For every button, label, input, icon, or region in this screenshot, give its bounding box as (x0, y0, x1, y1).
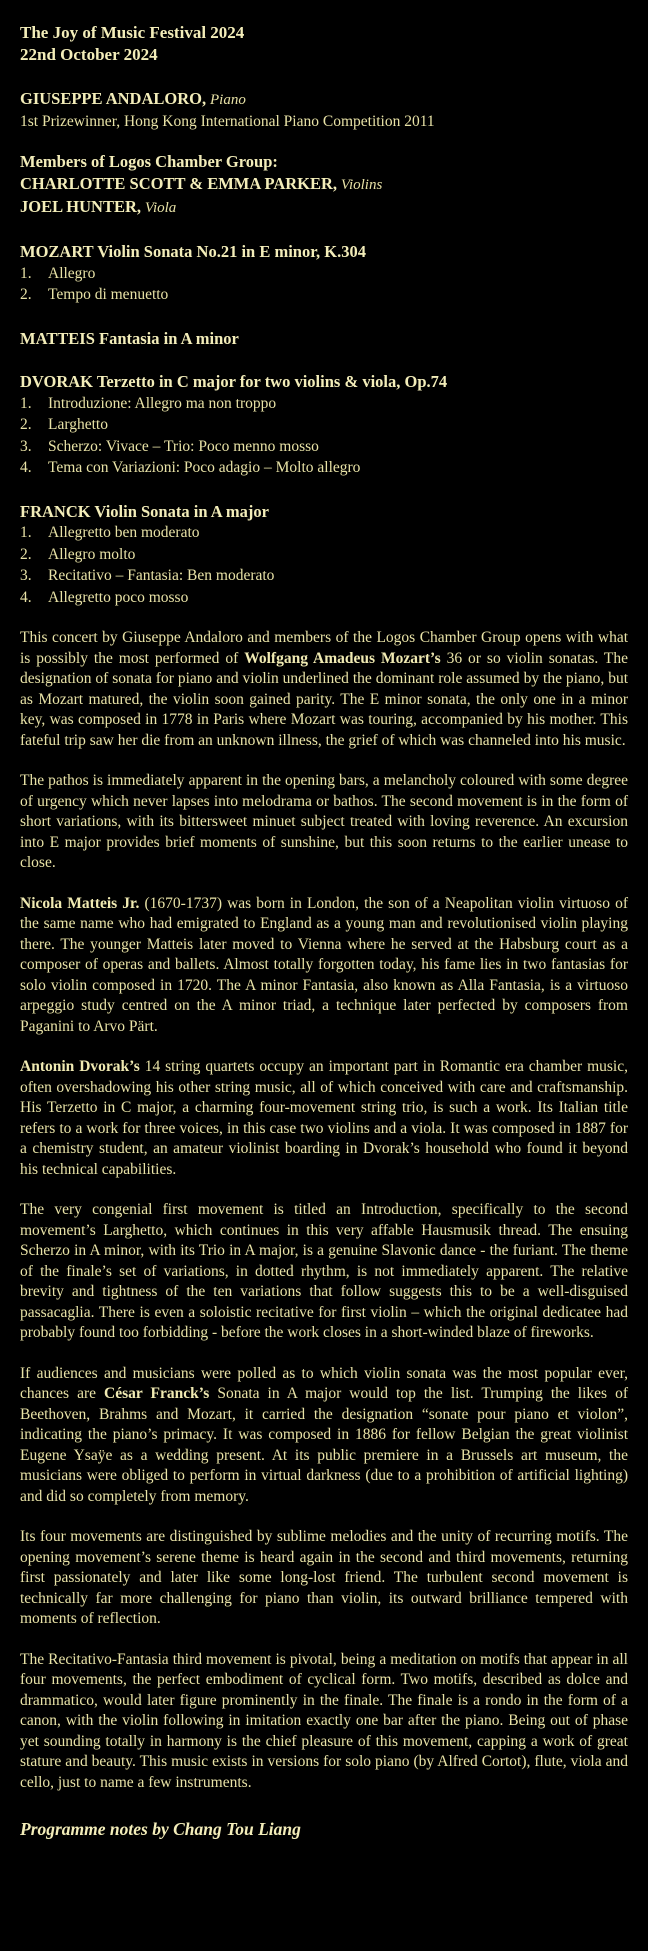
movement-title: Introduzione: Allegro ma non troppo (48, 394, 277, 412)
performers-section (20, 88, 628, 219)
movement-number: 2. (20, 286, 32, 303)
notes-credit: Programme notes by Chang Tou Liang (20, 1819, 301, 1839)
note-paragraph-franck: If audiences and musicians were polled as to which violin sonata was the most popular ever, chances are César Franck’s Sonata in A major would top the list. Trumping the likes of Beethoven, Brahms and Mozart, it carried the designation “sonate pour piano et violon”, indicating the piano’s primacy. It was composed in 1886 for fellow Belgian the great violinist Eugene Ysaÿe as a wedding present. At its public premiere in a Brussels art museum, the musicians were obliged to perform in virtual darkness (due to a prohibition of artificial lighting) and did so completely from memory. (20, 1364, 628, 1505)
group-heading: Members of Logos Chamber Group: (20, 152, 278, 171)
movement-number: 3. (20, 437, 32, 455)
work-dvorak (20, 371, 628, 479)
group-member-line (20, 196, 628, 219)
movement-title: Allegro (48, 264, 96, 282)
movement-number: 4. (20, 459, 32, 476)
member-names: CHARLOTTE SCOTT & EMMA PARKER, (20, 174, 338, 193)
work-mozart (20, 241, 628, 306)
movement-row (20, 544, 628, 566)
chamber-group-block (20, 151, 628, 219)
movement-row (20, 522, 628, 544)
note-paragraph-mozart: This concert by Giuseppe Andaloro and members of the Logos Chamber Group opens with what is possibly the most performed of Wolfgang Amadeus Mozart’s 36 or so violin sonatas. The designation of sonata for piano and violin underlined the dominant role assumed by the piano, but as Mozart matured, the violin soon gained parity. The E minor sonata, the only one in a minor key, was composed in 1778 in Paris where Mozart was touring, accompanied by his mother. This fateful trip saw her die from an unknown illness, the grief of which was channeled into his music. (20, 629, 629, 749)
note-paragraph-dvorak: Antonin Dvorak’s 14 string quartets occupy an important part in Romantic era chamber music, often overshadowing his other string music, all of which conceived with care and craftsmanship. His Terzetto in C major, a charming four-movement string trio, is such a work. Its Italian title refers to a work for three voices, in this case two violins and a viola. It was composed in 1887 for a chemistry student, an amateur violinist boarding in Dvorak’s household who found it beyond his technical capabilities. (20, 1058, 628, 1178)
soloist-credit: 1st Prizewinner, Hong Kong International Piano Competition 2011 (20, 113, 435, 130)
member-instrument: Viola (144, 200, 177, 216)
member-instrument: Violins (340, 177, 383, 193)
movement-number: 3. (20, 567, 32, 584)
programme-notes-section (20, 628, 628, 1793)
work-title: MOZART Violin Sonata No.21 in E minor, K.304 (20, 242, 366, 261)
movement-number: 2. (20, 416, 32, 433)
header (20, 22, 628, 66)
work-matteis (20, 328, 628, 350)
movement-number: 4. (20, 588, 32, 606)
member-names: JOEL HUNTER, (20, 197, 142, 216)
note-paragraph-dvorak-2: The very congenial first movement is titled an Introduction, specifically to the second movement’s Larghetto, which continues in this very affable Hausmusik thread. The ensuing Scherzo in A minor, with its Trio in A major, is a genuine Slavonic dance - the furiant. The theme of the finale’s set of variations, in dotted rhythm, is not immediately apparent. The relative brevity and tightness of the ten variations that follow suggests this to be a well-disguised passacaglia. There is even a soloistic recitative for first violin – which the original dedicatee had probably found too forbidding - before the work closes in a short-winded blaze of fireworks. (20, 1201, 628, 1341)
movement-title: Tema con Variazioni: Poco adagio – Molto allegro (48, 459, 361, 476)
movement-title: Allegretto ben moderato (48, 524, 200, 541)
movement-title: Allegretto poco mosso (48, 588, 189, 606)
concert-date: 22nd October 2024 (20, 45, 158, 64)
movement-row (20, 565, 628, 587)
movement-number: 1. (20, 524, 32, 541)
movement-row (20, 263, 628, 285)
soloist-block (20, 88, 628, 133)
movement-row (20, 436, 628, 458)
note-paragraph-franck-2: Its four movements are distinguished by sublime melodies and the unity of recurring motifs. The opening movement’s serene theme is heard again in the second and third movements, returning first passionately and later like some long-lost friend. The turbulent second movement is technically far more challenging for piano than violin, its outward brilliance tempered with moments of reflection. (20, 1528, 628, 1627)
note-paragraph-matteis: Nicola Matteis Jr. (1670-1737) was born in London, the son of a Neapolitan violin virtuoso of the same name who had emigrated to England as a young man and revolutionised violin playing there. The younger Matteis later moved to Vienna where he served at the Habsburg court as a composer of operas and ballets. Almost totally forgotten today, his fame lies in two fantasias for solo violin composed in 1720. The A minor Fantasia, also known as Alla Fantasia, is a virtuoso arpeggio study centred on the A minor triad, a technique later perfected by composers from Paganini to Arvo Pärt. (20, 894, 628, 1035)
movement-title: Scherzo: Vivace – Trio: Poco menno mosso (48, 437, 319, 455)
movement-title: Allegro molto (48, 545, 136, 563)
movement-row (20, 284, 628, 306)
note-paragraph-franck-3: The Recitativo-Fantasia third movement is pivotal, being a meditation on motifs that appear in all four movements, the perfect embodiment of cyclical form. Two motifs, described as dolce and drammatico, would later figure prominently in the finale. The finale is a rondo in the form of a canon, with the violin following in imitation exactly one bar after the piano. Being out of phase yet sounding totally in harmony is the chief pleasure of this movement, capping a work of great stature and beauty. This music exists in versions for solo piano (by Alfred Cortot), flute, viola and cello, just to name a few instruments. (20, 1650, 628, 1791)
movement-row (20, 414, 628, 436)
programme-section (20, 241, 628, 608)
movement-row (20, 393, 628, 415)
work-title: MATTEIS Fantasia in A minor (20, 328, 239, 348)
movement-number: 1. (20, 394, 32, 412)
movement-row (20, 587, 628, 609)
movement-title: Larghetto (48, 416, 108, 433)
group-member-line (20, 173, 628, 196)
movement-row (20, 457, 628, 479)
movement-number: 2. (20, 545, 32, 563)
soloist-instrument: Piano (209, 92, 246, 108)
movement-number: 1. (20, 264, 32, 282)
festival-title: The Joy of Music Festival 2024 (20, 23, 245, 42)
movement-title: Recitativo – Fantasia: Ben moderato (48, 567, 275, 584)
soloist-line (20, 88, 628, 111)
soloist-name: GIUSEPPE ANDALORO, (20, 89, 207, 108)
work-title: DVORAK Terzetto in C major for two violins & viola, Op.74 (20, 372, 448, 391)
work-title: FRANCK Violin Sonata in A major (20, 501, 269, 521)
work-franck (20, 501, 628, 609)
note-paragraph-mozart-2: The pathos is immediately apparent in the opening bars, a melancholy coloured with some degree of urgency which never lapses into melodrama or bathos. The second movement is in the form of short variations, with its bittersweet minuet subject treated with loving reverence. An excursion into E major provides brief moments of sunshine, but this soon returns to the earlier unease to close. (20, 772, 628, 871)
movement-title: Tempo di menuetto (48, 286, 169, 303)
